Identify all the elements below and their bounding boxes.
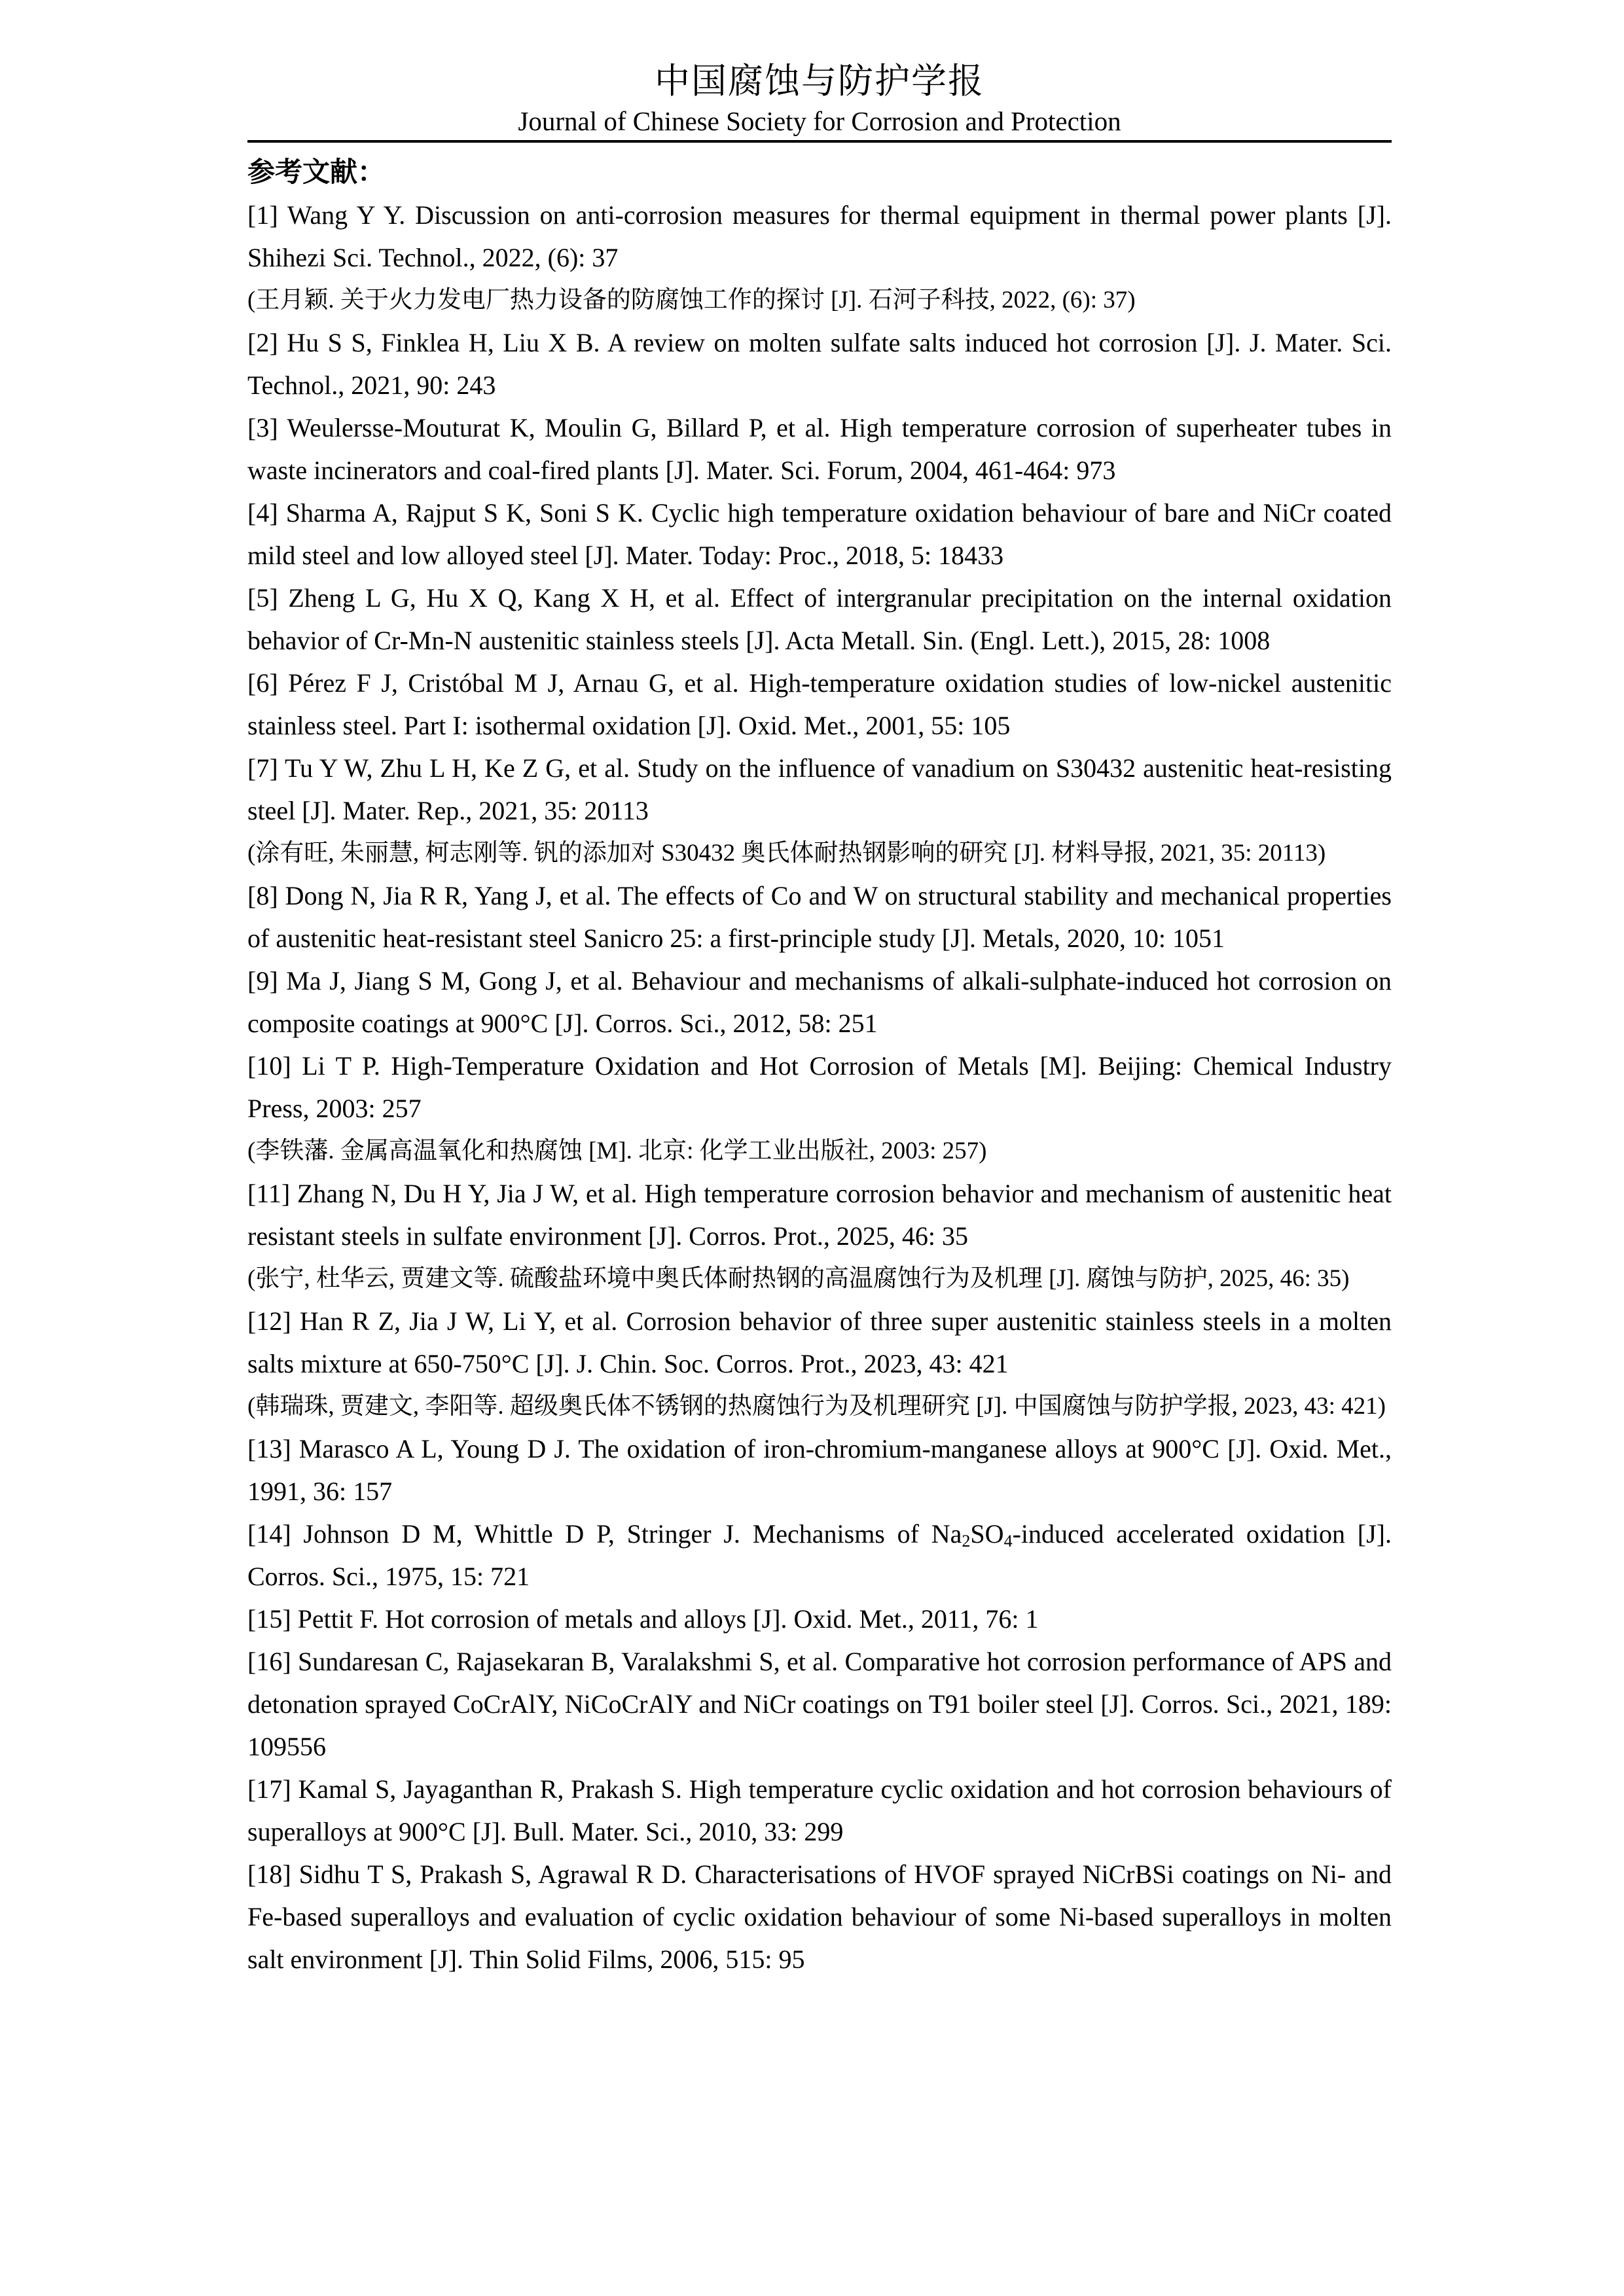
reference-14-part-1: [14] Johnson D M, Whittle D P, Stringer J. Mechanisms of Na (247, 1519, 962, 1549)
reference-11-cn: (张宁, 杜华云, 贾建文等. 硫酸盐环境中奥氏体耐热钢的高温腐蚀行为及机理 [J]. 腐蚀与防护, 2025, 46: 35) (247, 1265, 1350, 1292)
reference-1-cn: (王月颖. 关于火力发电厂热力设备的防腐蚀工作的探讨 [J]. 石河子科技, 2022, (6): 37) (247, 287, 1136, 314)
reference-8: [8] Dong N, Jia R R, Yang J, et al. The effects of Co and W on structural stability and mechanical properties of austenitic heat-resistant steel Sanicro 25: a first-principle study [J]. Metals, 2020, 10: 1051 (247, 881, 1392, 953)
reference-7: [7] Tu Y W, Zhu L H, Ke Z G, et al. Study on the influence of vanadium on S30432 austenitic heat-resisting steel [J]. Mater. Rep., 2021, 35: 20113 (247, 753, 1392, 825)
reference-14-part-2: SO (970, 1519, 1004, 1549)
reference-7-cn: (涂有旺, 朱丽慧, 柯志刚等. 钒的添加对 S30432 奥氏体耐热钢影响的研究 [J]. 材料导报, 2021, 35: 20113) (247, 840, 1326, 867)
reference-13: [13] Marasco A L, Young D J. The oxidation of iron-chromium-manganese alloys at 900°C [J]. Oxid. Met., 1991, 36: 157 (247, 1434, 1392, 1506)
reference-5: [5] Zheng L G, Hu X Q, Kang X H, et al. Effect of intergranular precipitation on the internal oxidation behavior of Cr-Mn-N austenitic stainless steels [J]. Acta Metall. Sin. (Engl. Lett.), 2015, 28: 1008 (247, 583, 1392, 655)
reference-10: [10] Li T P. High-Temperature Oxidation and Hot Corrosion of Metals [M]. Beijing: Chemical Industry Press, 2003: 257 (247, 1051, 1392, 1123)
document-page (247, 58, 1392, 1981)
reference-14-sub-1: 2 (962, 1532, 971, 1551)
reference-14-sub-2: 4 (1003, 1532, 1013, 1551)
references-heading: 参考文献： (247, 156, 386, 188)
reference-12-cn: (韩瑞珠, 贾建文, 李阳等. 超级奥氏体不锈钢的热腐蚀行为及机理研究 [J]. 中国腐蚀与防护学报, 2023, 43: 421) (247, 1393, 1386, 1420)
reference-10-cn: (李铁藩. 金属高温氧化和热腐蚀 [M]. 北京: 化学工业出版社, 2003: 257) (247, 1138, 987, 1164)
reference-4: [4] Sharma A, Rajput S K, Soni S K. Cyclic high temperature oxidation behaviour of bare and NiCr coated mild steel and low alloyed steel [J]. Mater. Today: Proc., 2018, 5: 18433 (247, 498, 1392, 570)
reference-9: [9] Ma J, Jiang S M, Gong J, et al. Behaviour and mechanisms of alkali-sulphate-induced hot corrosion on composite coatings at 900°C [J]. Corros. Sci., 2012, 58: 251 (247, 966, 1392, 1038)
journal-title-cn: 中国腐蚀与防护学报 (655, 60, 984, 101)
reference-11: [11] Zhang N, Du H Y, Jia J W, et al. High temperature corrosion behavior and mechanism of austenitic heat resistant steels in sulfate environment [J]. Corros. Prot., 2025, 46: 35 (247, 1179, 1392, 1251)
reference-17: [17] Kamal S, Jayaganthan R, Prakash S. High temperature cyclic oxidation and hot corrosion behaviours of superalloys at 900°C [J]. Bull. Mater. Sci., 2010, 33: 299 (247, 1774, 1392, 1846)
reference-3: [3] Weulersse-Mouturat K, Moulin G, Billard P, et al. High temperature corrosion of superheater tubes in waste incinerators and coal-fired plants [J]. Mater. Sci. Forum, 2004, 461-464: 973 (247, 413, 1392, 485)
journal-title-en: Journal of Chinese Society for Corrosion and Protection (518, 106, 1121, 136)
journal-header (247, 58, 1392, 143)
reference-18: [18] Sidhu T S, Prakash S, Agrawal R D. Characterisations of HVOF sprayed NiCrBSi coatings on Ni- and Fe-based superalloys and evaluation of cyclic oxidation behaviour of some Ni-based superalloys in molten salt environment [J]. Thin Solid Films, 2006, 515: 95 (247, 1859, 1392, 1974)
reference-14-part-3: -induced accelerated oxidation [J]. Corros. Sci., 1975, 15: 721 (247, 1519, 1392, 1591)
reference-list (247, 194, 1392, 1981)
reference-1: [1] Wang Y Y. Discussion on anti-corrosion measures for thermal equipment in thermal power plants [J]. Shihezi Sci. Technol., 2022, (6): 37 (247, 200, 1392, 272)
reference-16: [16] Sundaresan C, Rajasekaran B, Varalakshmi S, et al. Comparative hot corrosion performance of APS and detonation sprayed CoCrAlY, NiCoCrAlY and NiCr coatings on T91 boiler steel [J]. Corros. Sci., 2021, 189: 109556 (247, 1647, 1392, 1761)
reference-15: [15] Pettit F. Hot corrosion of metals and alloys [J]. Oxid. Met., 2011, 76: 1 (247, 1604, 1039, 1634)
reference-6: [6] Pérez F J, Cristóbal M J, Arnau G, et al. High-temperature oxidation studies of low-nickel austenitic stainless steel. Part I: isothermal oxidation [J]. Oxid. Met., 2001, 55: 105 (247, 668, 1392, 740)
reference-12: [12] Han R Z, Jia J W, Li Y, et al. Corrosion behavior of three super austenitic stainless steels in a molten salts mixture at 650-750°C [J]. J. Chin. Soc. Corros. Prot., 2023, 43: 421 (247, 1306, 1392, 1378)
reference-2: [2] Hu S S, Finklea H, Liu X B. A review on molten sulfate salts induced hot corrosion [J]. J. Mater. Sci. Technol., 2021, 90: 243 (247, 328, 1392, 400)
reference-14 (247, 1513, 1392, 1598)
